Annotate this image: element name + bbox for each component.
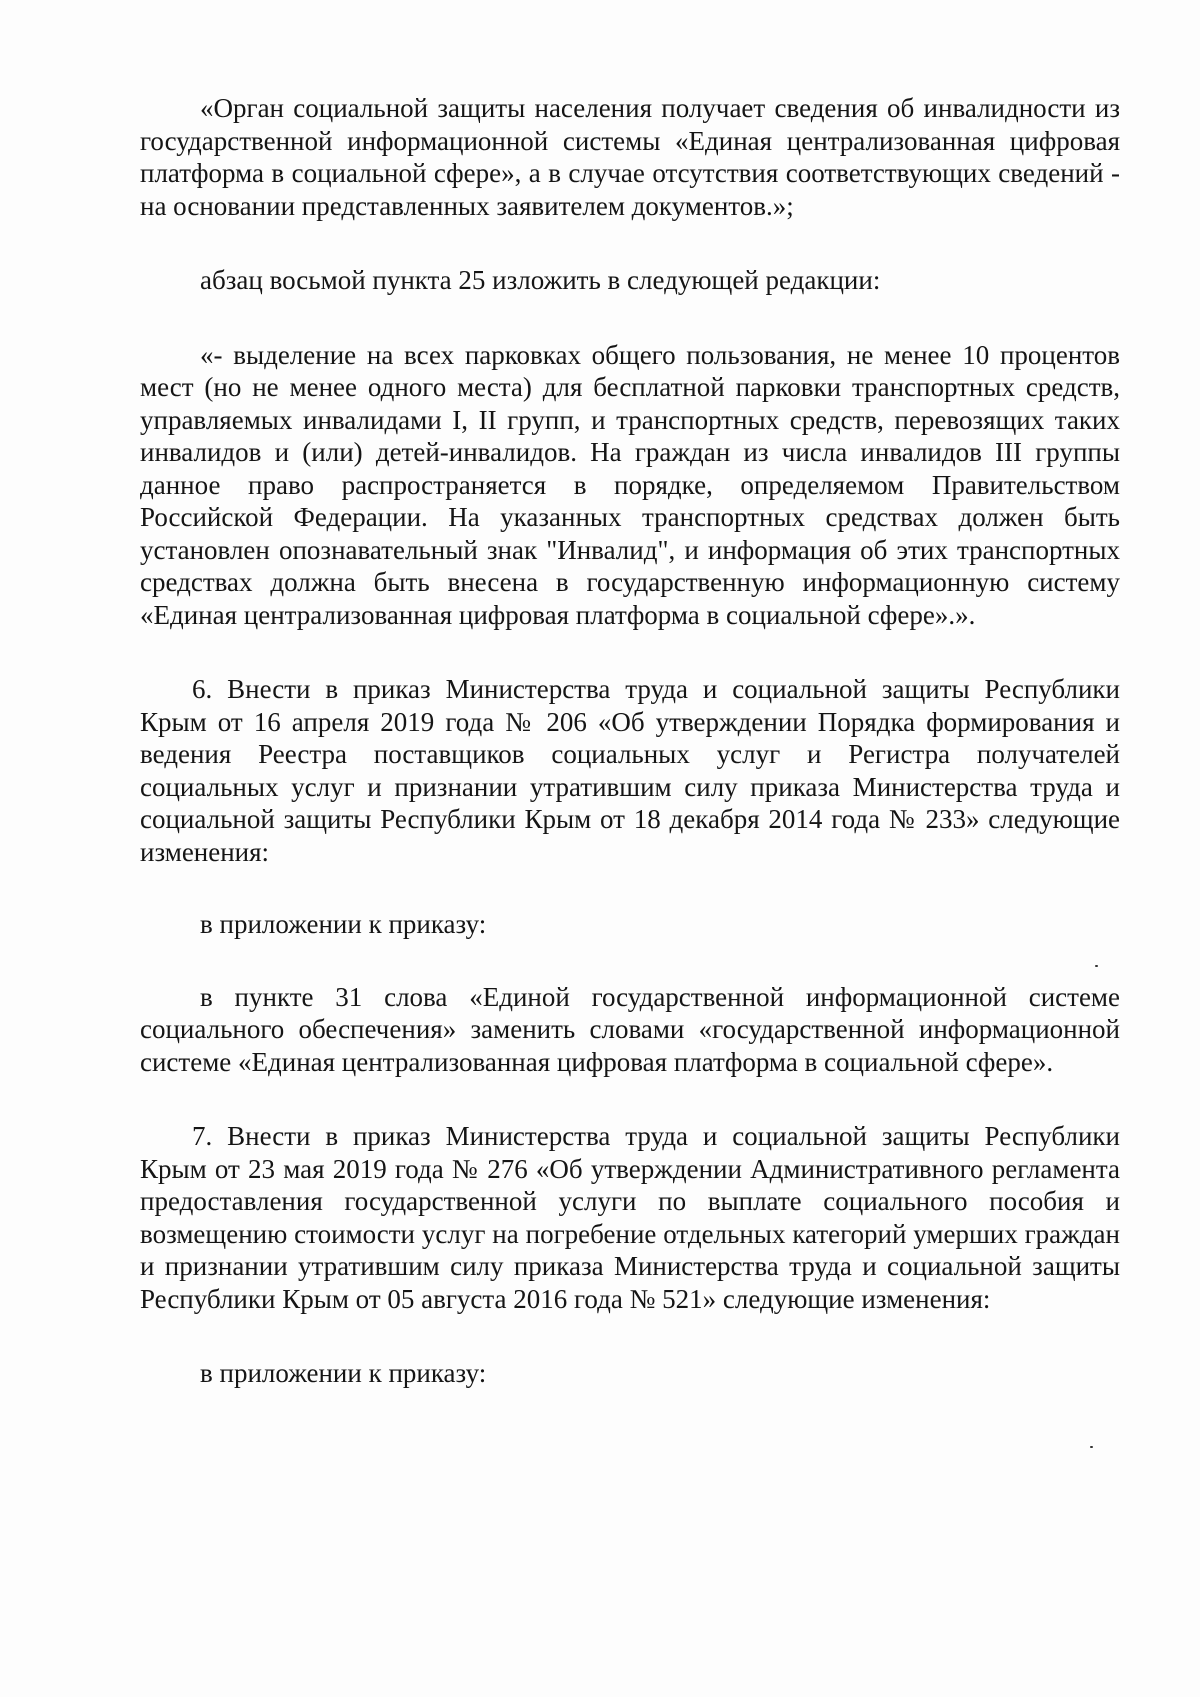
paragraph-item-6: 6. Внести в приказ Министерства труда и социальной защиты Республики Крым от 16 апреля 2019 года № 206 «Об утверждении Порядка формирования и ведения Реестра поставщиков социальных услуг и Регистра получателей социальных услуг и признании утратившим силу приказа Министерства труда и социальной защиты Республики Крым от 18 декабря 2014 года № 233» следующие изменения: — [140, 674, 1120, 867]
paragraph-quote-parking: «- выделение на всех парковках общего пользования, не менее 10 процентов мест (но не менее одного места) для бесплатной парковки транспортных средств, управляемых инвалидами I, II групп, и транспортных средств, перевозящих таких инвалидов и (или) детей-инвалидов. На граждан из числа инвалидов III группы данное право распространяется в порядке, определяемом Правительством Российской Федерации. На указанных транспортных средствах должен быть установлен опознавательный знак "Инвалид", и информация об этих транспортных средствах должна быть внесена в государственную информационную систему «Единая централизованная цифровая платформа в социальной сфере».». — [140, 339, 1120, 630]
paragraph-item-7: 7. Внести в приказ Министерства труда и социальной защиты Республики Крым от 23 мая 2019 года № 276 «Об утверждении Административного регламента предоставления государственной услуги по выплате социального пособия и возмещению стоимости услуг на погребение отдельных категорий умерших граждан и признании утратившим силу приказа Министерства труда и социальной защиты Республики Крым от 05 августа 2016 года № 521» следующие изменения: — [140, 1121, 1120, 1314]
scan-speck — [1090, 1446, 1093, 1448]
paragraph-annex-2: в приложении к приказу: — [200, 1358, 487, 1388]
paragraph-amendment-point-25: абзац восьмой пункта 25 изложить в следующей редакции: — [200, 265, 881, 295]
paragraph-point-31: в пункте 31 слова «Единой государственной информационной системе социального обеспечения» заменить словами «государственной информационной системе «Единая централизованная цифровая платформа в социальной сфере». — [140, 981, 1120, 1077]
paragraph-quote-disability-info: «Орган социальной защиты населения получает сведения об инвалидности из государственной информационной системы «Единая централизованная цифровая платформа в социальной сфере», а в случае отсутствия соответствующих сведений - на основании представленных заявителем документов.»; — [140, 93, 1120, 221]
paragraph-annex-1: в приложении к приказу: — [200, 909, 487, 939]
document-body — [140, 92, 1120, 1390]
scan-speck — [1095, 965, 1098, 967]
